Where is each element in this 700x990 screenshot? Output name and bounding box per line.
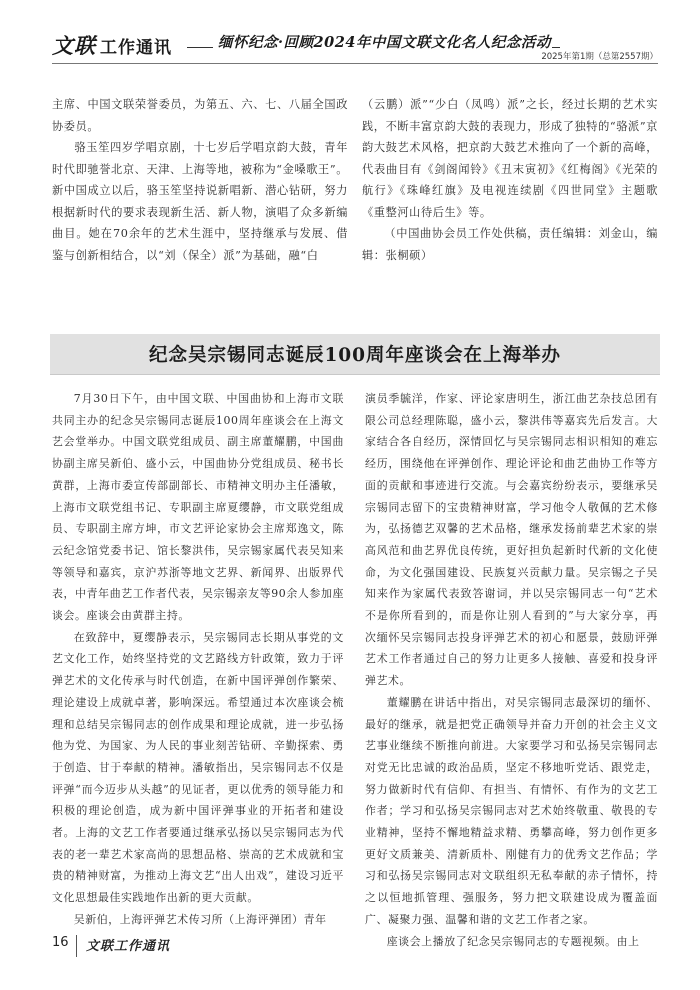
paragraph: 座谈会上播放了纪念吴宗锡同志的专题视频。由上 [386,934,640,948]
page-number: 16 [52,935,69,950]
paragraph: 吴新伯，上海评弹艺术传习所（上海评弹团）青年 [73,912,327,926]
brand-mark: 文联 [52,34,96,58]
header-divider [187,47,213,48]
issue-number: 2025年第1期（总第2557期） [541,52,658,62]
article-left-column [52,388,344,931]
article-right-column [365,388,658,952]
article-title-bar [50,334,660,375]
editor-credit: （中国曲协会员工作处供稿，责任编辑：刘金山，编辑：张桐硕） [362,227,658,262]
paragraph: 骆玉笙四岁学唱京剧，十七岁后学唱京韵大鼓，青年时代即驰誉北京、天津、上海等地，被称为“金嗓歌王”。新中国成立以后，骆玉笙坚持说新唱新、潜心钻研，努力根据新时代的要求表现新生活、新人物，演唱了众多新编曲目。她在70余年的艺术生涯中，坚持继承与发展、借鉴与创新相结合，以“刘（保全）派”为基础，融“白 [52,141,348,262]
paragraph: 7月30日下午，由中国文联、中国曲协和上海市文联共同主办的纪念吴宗锡同志诞辰100周年座谈会在上海文艺会堂举办。中国文联党组成员、副主席董耀鹏，中国曲协副主席吴新伯、盛小云，中国曲协分党组成员、秘书长黄群，上海市委宣传部副部长、市精神文明办主任潘敏，上海市文联党组书记、专职副主席夏缨静，市文联党组成员、专职副主席方坤，市文艺评论家协会主席郑逸文，陈云纪念馆党委书记、馆长黎洪伟，吴宗锡家属代表吴知来等领导和嘉宾，京沪苏浙等地文艺界、新闻界、出版界代表，中青年曲艺工作者代表，吴宗锡亲友等90余人参加座谈会。座谈会由黄群主持。 [52,392,344,623]
header-rule [52,63,658,64]
footer-publication-title: 文联工作通讯 [86,939,171,954]
top-right-column [362,94,658,266]
paragraph: 董耀鹏在讲话中指出，对吴宗锡同志最深切的缅怀、最好的继承，就是把党正确领导并奋力开创的社会主义文艺事业继续不断推向前进。大家要学习和弘扬吴宗锡同志对党无比忠诚的政治品质，坚定不移地听党话、跟党走，努力做新时代有信仰、有担当、有情怀、有作为的文艺工作者；学习和弘扬吴宗锡同志对艺术始终敬重、敬畏的专业精神，坚持不懈地精益求精、勇攀高峰，努力创作更多更好文质兼美、清新质朴、刚健有力的优秀文艺作品；学习和弘扬吴宗锡同志对文联组织无私奉献的赤子情怀，持之以恒地抓管理、强服务，努力把文联建设成为覆盖面广、凝聚力强、温馨和谐的文艺工作者之家。 [365,695,658,926]
paragraph: 演员季毓洋，作家、评论家唐明生，浙江曲艺杂技总团有限公司总经理陈聪，盛小云，黎洪伟等嘉宾先后发言。大家结合各自经历，深情回忆与吴宗锡同志相识相知的难忘经历，围绕他在评弹创作、理论评论和曲艺曲协工作等方面的贡献和事迹进行交流。与会嘉宾纷纷表示，要继承吴宗锡同志留下的宝贵精神财富，学习他令人敬佩的艺术修为，弘扬德艺双馨的艺术品格，继承发扬前辈艺术家的崇高风范和曲艺界优良传统，更好担负起新时代新的文化使命，为文化强国建设、民族复兴贡献力量。吴宗锡之子吴知来作为家属代表致答谢词，并以吴宗锡同志一句“艺术不是你所看到的，而是你让别人看到的”与大家分享，再次缅怀吴宗锡同志投身评弹艺术的初心和愿景，鼓励评弹艺术工作者通过自己的努力让更多人接触、喜爱和投身评弹艺术。 [365,392,658,688]
top-left-column [52,94,348,266]
paragraph: 主席、中国文联荣誉委员，为第五、六、七、八届全国政协委员。 [52,98,348,133]
header-divider [552,47,560,48]
event-title: 缅怀纪念·回顾2024年中国文联文化名人纪念活动 [218,34,551,51]
page-header [52,28,658,62]
article-title: 纪念吴宗锡同志诞辰100周年座谈会在上海举办 [148,345,562,366]
footer-divider [76,935,77,957]
brand-name: 工作通讯 [100,38,172,58]
paragraph: 在致辞中，夏缨静表示，吴宗锡同志长期从事党的文艺文化工作，始终坚持党的文艺路线方针政策，致力于评弹艺术的文化传承与时代创造，在新中国评弹创作繁荣、理论建设上成就卓著，影响深远。希望通过本次座谈会梳理和总结吴宗锡同志的创作成果和理论成就，进一步弘扬他为党、为国家、为人民的事业刻苦钻研、辛勤探索、勇于创造、甘于奉献的精神。潘敏指出，吴宗锡同志不仅是评弹“而今迈步从头越”的见证者，更以优秀的领导能力和积极的理论创造，成为新中国评弹事业的开拓者和建设者。上海的文艺工作者要通过继承弘扬以吴宗锡同志为代表的老一辈艺术家高尚的思想品格、崇高的艺术成就和宝贵的精神财富，为推动上海文艺“出人出戏”，建设习近平文化思想最佳实践地作出新的更大贡献。 [52,630,344,905]
publication-brand [52,30,172,60]
paragraph: （云鹏）派”“少白（凤鸣）派”之长，经过长期的艺术实践，不断丰富京韵大鼓的表现力，形成了独特的“骆派”京韵大鼓艺术风格，把京韵大鼓艺术推向了一个新的高峰，代表曲目有《剑阁闻铃》《丑末寅初》《红梅阁》《光荣的航行》《珠峰红旗》及电视连续剧《四世同堂》主题歌《重整河山待后生》等。 [362,98,658,219]
